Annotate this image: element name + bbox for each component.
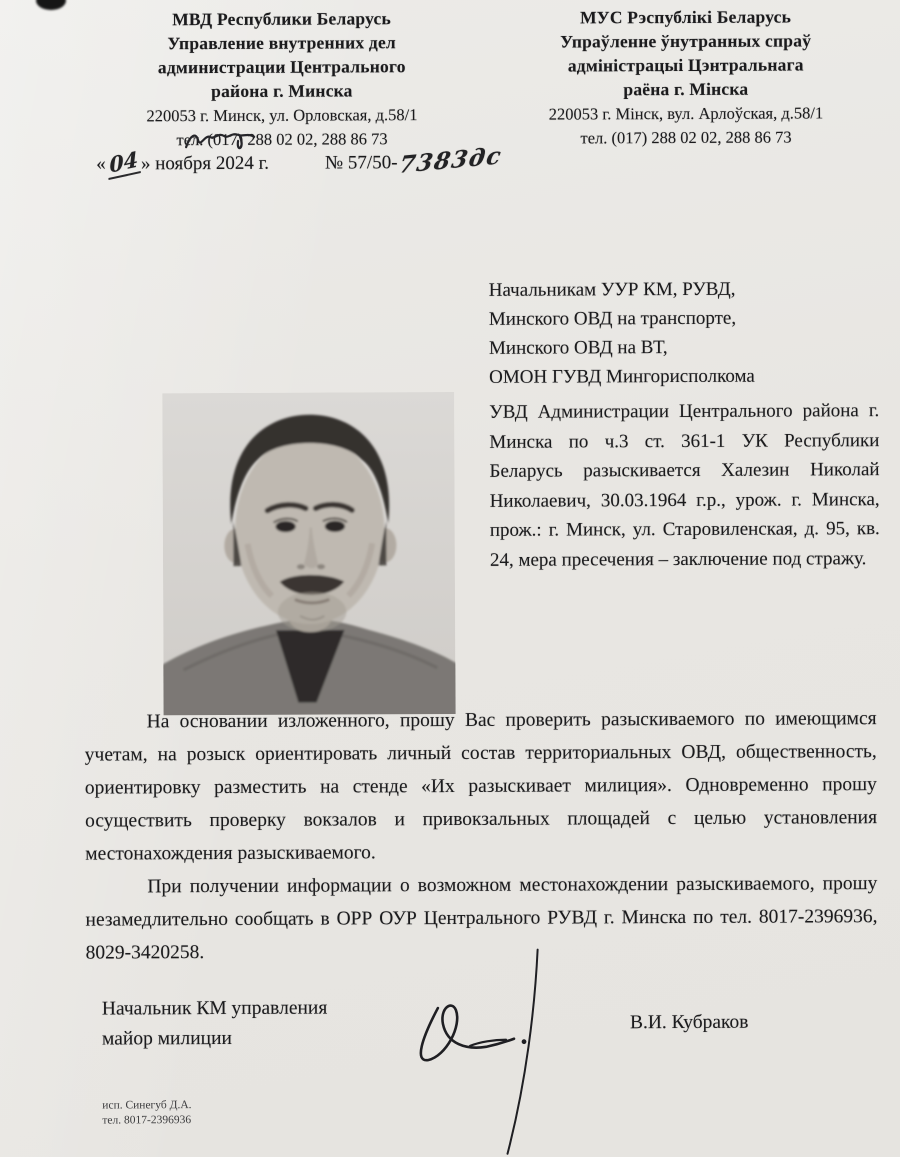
org-name-line: МВД Республики Беларусь [172,8,391,30]
letterhead-russian [80,6,485,152]
letterhead-belarusian [486,4,887,150]
quote-open: « [96,153,106,175]
body-paragraph: При получении информации о возможном местонахождении разыскиваемого, прошу незамедлительно сообщать в ОРР ОУР Центрального РУВД г. Минска по тел. 8017-2396936, 8029-3420258. [85,873,878,964]
org-name-line: раёна г. Мінска [623,78,749,100]
date-and-number-line [96,142,505,179]
org-name-line: адміністрацыі Цэнтральнага [567,54,804,76]
org-phone-line: тел. (017) 288 02 02, 288 86 73 [176,129,388,150]
signature-icon [410,945,571,1157]
addressee-line: Минского ОВД на транспорте, [488,307,737,330]
addressee-block [489,274,882,392]
org-phone-line: тел. (017) 288 02 02, 288 86 73 [580,127,792,148]
handwritten-day: 04 [106,146,140,180]
signer-position-line: Начальник КМ управления [101,997,328,1020]
org-name-line: Упраўленне ўнутранных спраў [560,30,812,52]
handwritten-number-suffix: 7383дс [397,142,505,179]
outgoing-number-label: № 57/50- [324,152,398,174]
quote-close: » [140,153,151,175]
executor-name-line: исп. Синегуб Д.А. [102,1099,192,1112]
handwritten-month-scribble [182,127,268,155]
org-name-line: Управление внутренних дел [167,32,396,54]
signer-position-line: майор милиции [101,1027,232,1050]
executor-info [102,1098,191,1128]
body-paragraph: На основании изложенного, прошу Вас проверить разыскиваемого по имеющимся учетам, на розыск ориентировать личный состав территориальных ОВД, общественность, ориентировку разместить на стенде «Их разыскивает милиция». Одновременно прошу осуществить проверку вокзалов и привокзальных площадей с целью установления местонахождения разыскиваемого. [84,708,878,865]
addressee-line: ОМОН ГУВД Мингорисполкома [489,365,755,388]
month-year: ноября 2024 г. [150,152,270,175]
signer-position [102,994,328,1055]
org-name-line: МУС Рэспублікі Беларусь [580,6,792,28]
addressee-line: Минского ОВД на ВТ, [488,337,668,359]
org-address-line: 220053 г. Минск, ул. Орловская, д.58/1 [146,105,418,126]
org-name-line: района г. Минска [211,80,353,102]
wanted-person-photo [162,392,455,715]
org-name-line: администрации Центрального [157,56,406,78]
addressee-line: Начальникам УУР КМ, РУВД, [488,278,736,301]
signer-name: В.И. Кубраков [629,1011,749,1034]
request-body [85,702,878,969]
executor-phone-line: тел. 8017-2396936 [102,1114,192,1127]
org-address-line: 220053 г. Мінск, вул. Арлоўская, д.58/1 [548,103,824,124]
wanted-info-paragraph: УВД Администрации Центрального района г. Минска по ч.3 ст. 361-1 УК Республики Беларусь разыскивается Халезин Николай Николаевич, 30.03.1964 г.р., урож. г. Минска, прож.: г. Минск, ул. Старовиленская, д. 95, кв. 24, мера пресечения – заключение под стражу. [489,400,880,571]
